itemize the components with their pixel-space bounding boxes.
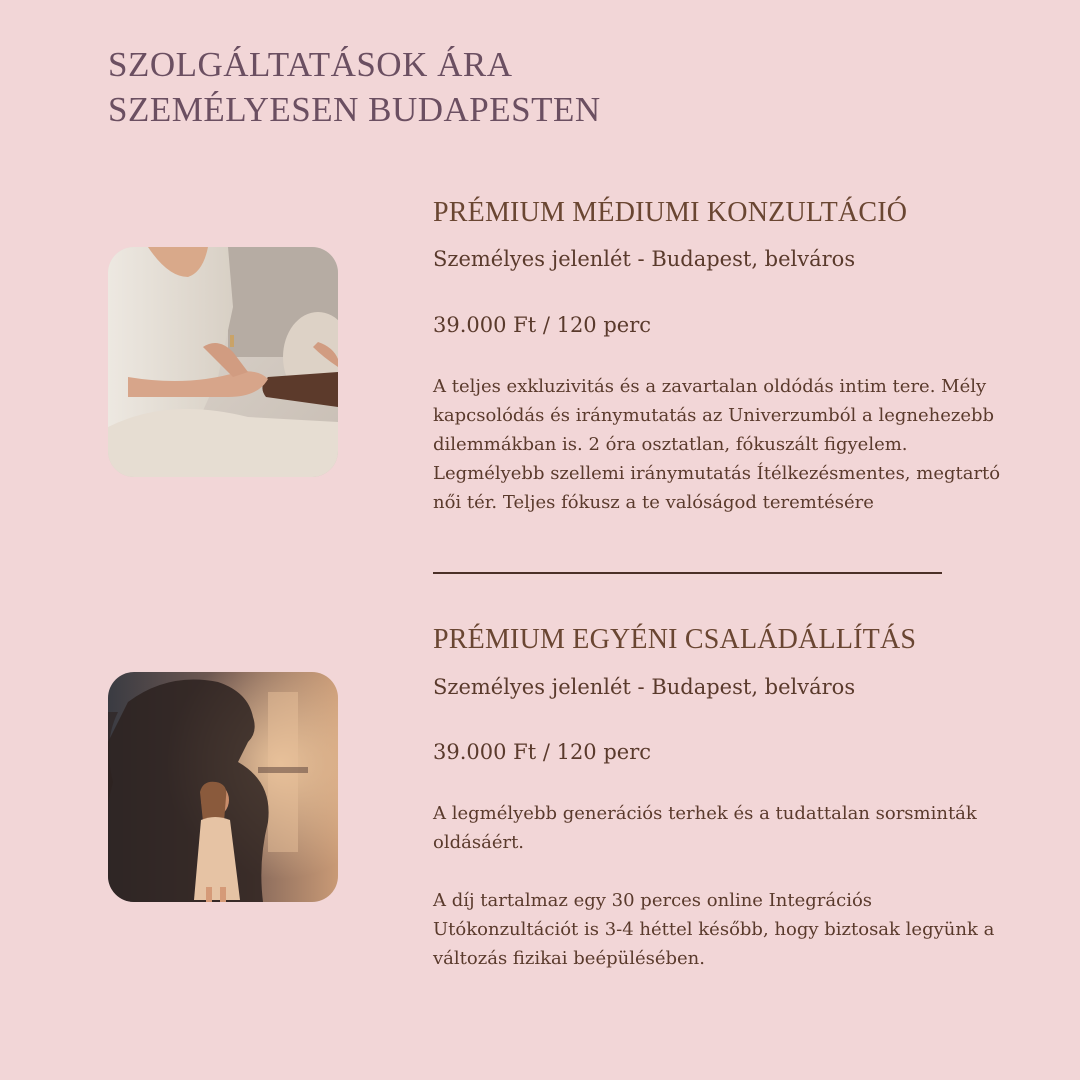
hands-holding-photo [108,247,338,477]
service-title: PRÉMIUM EGYÉNI CSALÁDÁLLÍTÁS [433,624,917,655]
service-title: PRÉMIUM MÉDIUMI KONZULTÁCIÓ [433,197,908,228]
page-title-line-1: SZOLGÁLTATÁSOK ÁRA [108,45,513,84]
service-description: A legmélyebb generációs terhek és a tudattalan sorsminták oldásáért. [433,803,977,853]
service-description-extra: A díj tartalmaz egy 30 perces online Integrációs Utókonzultációt is 3-4 héttel később, hogy biztosak legyünk a változás fizikai beépülésében. [433,890,995,969]
service-description: A teljes exkluzivitás és a zavartalan oldódás intim tere. Mély kapcsolódás és iránymutatás az Univerzumból a legnehezebb dilemmákban is. 2 óra osztatlan, fókuszált figyelem. Legmélyebb szellemi iránymutatás Ítélkezésmentes, megtartó női tér. Teljes fókusz a te valóságod teremtésére [433,376,1001,513]
service-location: Személyes jelenlét - Budapest, belváros [433,675,856,699]
service-price: 39.000 Ft / 120 perc [433,313,652,337]
service-location: Személyes jelenlét - Budapest, belváros [433,247,856,271]
section-divider [433,572,942,574]
page-title-line-2: SZEMÉLYESEN BUDAPESTEN [108,90,601,129]
mother-shadow-child-photo [108,672,338,902]
service-price: 39.000 Ft / 120 perc [433,740,652,764]
page-title [108,42,601,132]
